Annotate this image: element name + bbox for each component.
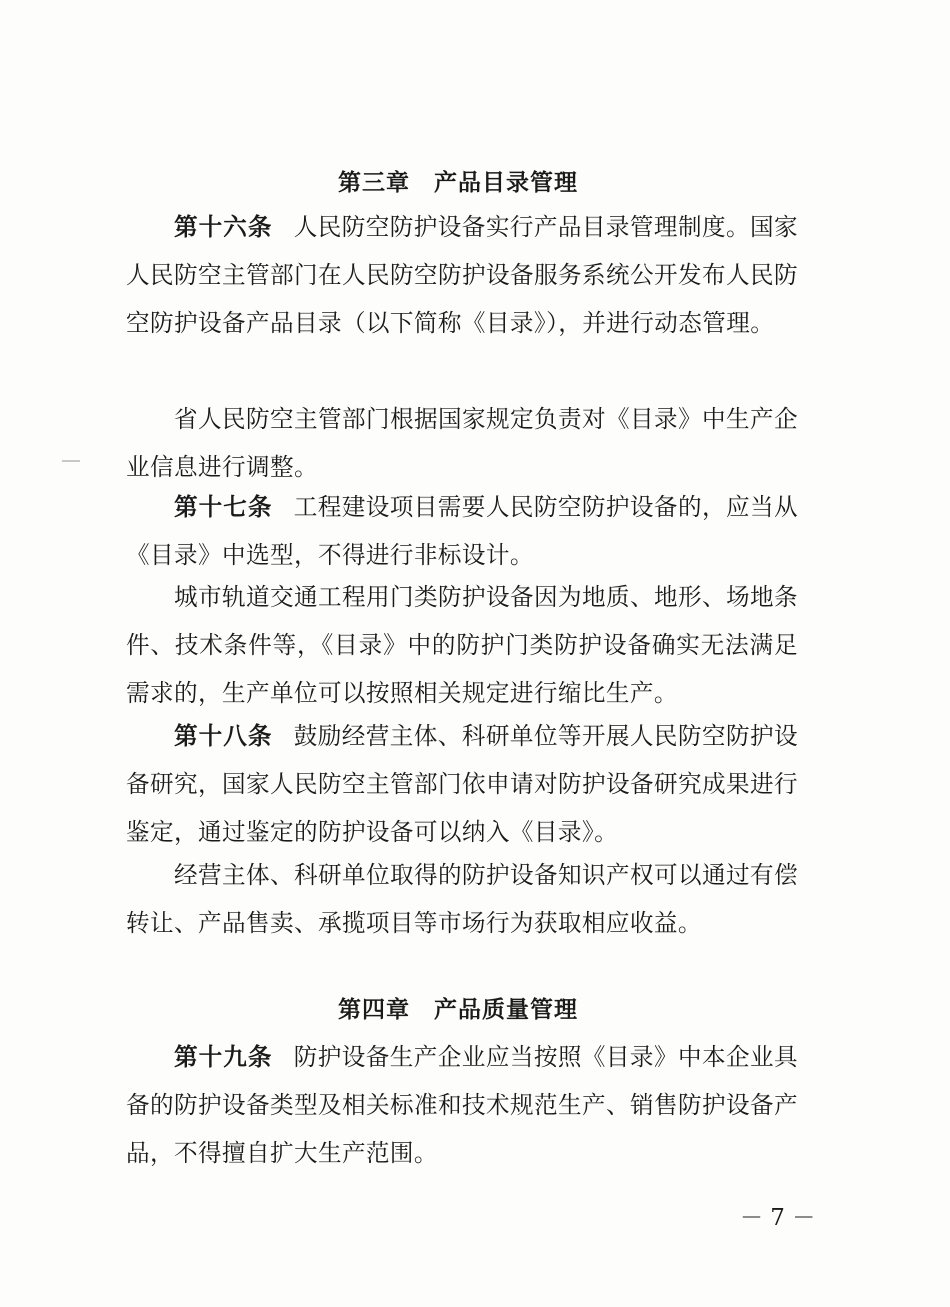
article-16-paragraph-2: 省人民防空主管部门根据国家规定负责对《目录》中生产企业信息进行调整。 — [126, 405, 798, 482]
article-18-label: 第十八条 — [174, 722, 273, 750]
chapter-3-heading: 第三章 产品目录管理 — [338, 170, 578, 196]
article-17-paragraph-2: 城市轨道交通工程用门类防护设备因为地质、地形、场地条件、技术条件等，《目录》中的防护门类防护设备确实无法满足需求的，生产单位可以按照相关规定进行缩比生产。 — [126, 583, 798, 708]
article-18-paragraph-2: 经营主体、科研单位取得的防护设备知识产权可以通过有偿转让、产品售卖、承揽项目等市场行为获取相应收益。 — [126, 861, 798, 938]
article-18-text: 鼓励经营主体、科研单位等开展人民防空防护设备研究，国家人民防空主管部门依申请对防护设备研究成果进行鉴定，通过鉴定的防护设备可以纳入《目录》。 — [126, 722, 798, 847]
article-16-label: 第十六条 — [174, 213, 273, 241]
article-19-text: 防护设备生产企业应当按照《目录》中本企业具备的防护设备类型及相关标准和技术规范生产、销售防护设备产品，不得擅自扩大生产范围。 — [126, 1043, 798, 1168]
page-number: － 7 － — [740, 1205, 816, 1231]
scan-mark — [62, 460, 80, 462]
article-19-label: 第十九条 — [174, 1043, 273, 1071]
article-18-paragraph — [126, 712, 798, 857]
article-19-paragraph — [126, 1033, 798, 1178]
article-16-paragraph — [126, 203, 798, 348]
article-17-text: 工程建设项目需要人民防空防护设备的，应当从《目录》中选型，不得进行非标设计。 — [126, 493, 798, 570]
article-17-label: 第十七条 — [174, 493, 273, 521]
chapter-4-heading: 第四章 产品质量管理 — [338, 997, 578, 1023]
article-17-paragraph — [126, 483, 798, 579]
article-16-text: 人民防空防护设备实行产品目录管理制度。国家人民防空主管部门在人民防空防护设备服务系统公开发布人民防空防护设备产品目录（以下简称《目录》），并进行动态管理。 — [126, 213, 798, 338]
